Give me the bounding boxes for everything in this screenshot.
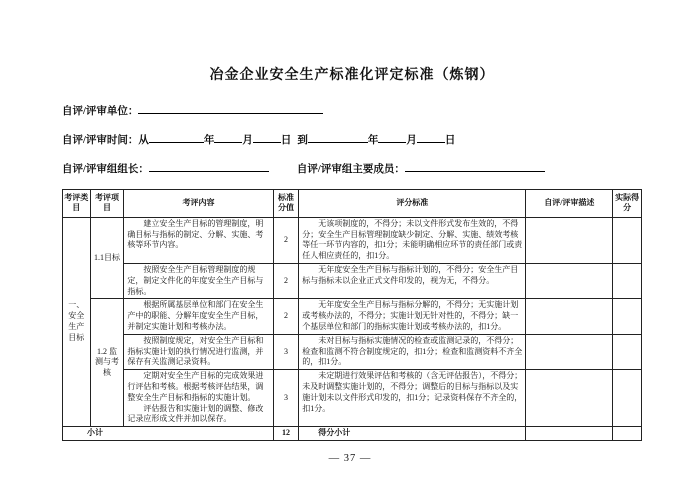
actual-score-cell [613,263,642,298]
review-description-cell [526,217,613,263]
month-label: 月 [406,135,417,146]
from-year-blank-line [149,131,204,143]
header-content: 考评内容 [124,190,273,218]
score-cell: 2 [273,217,299,263]
content-cell: 建立安全生产目标的管理制度，明确目标与指标的制定、分解、实施、考核等环节内容。 [124,217,273,263]
content-cell: 根据所属基层单位和部门在安全生产中的职能、分解年度安全生产目标，并制定实施计划和考核办法。 [124,299,273,334]
subtotal-label-cell: 小计 [63,427,274,441]
form-line-team [62,160,642,176]
review-description-cell [526,427,613,441]
to-month-blank-line [378,131,406,143]
members-blank-line [405,160,545,172]
year-label: 年 [203,135,215,146]
from-day-blank-line [253,131,281,143]
header-criteria: 评分标准 [299,190,526,218]
table-row [63,334,642,369]
score-cell: 3 [273,370,299,427]
header-review-description: 自评/评审描述 [526,190,613,218]
leader-blank-line [149,160,269,172]
actual-score-cell [613,334,642,369]
to-year-blank-line [308,131,368,143]
form-line-time [62,131,642,147]
leader-label: 自评/评审组组长： [62,164,149,175]
members-label: 自评/评审组主要成员： [296,164,405,175]
review-description-cell [526,299,613,334]
criteria-cell: 无该项制度的，不得分；未以文件形式发布生效的，不得分；安全生产目标管理制度缺少制定、分解、实施、绩效考核等任一环节内容的，扣1分；未能明确相应环节的责任部门或责任人相应责任的，扣1分。 [299,217,526,263]
subtotal-value-cell: 12 [273,427,299,441]
actual-score-cell [613,299,642,334]
content-cell: 按照安全生产目标管理制度的规定，制定文件化的年度安全生产目标与指标。 [124,263,273,298]
actual-score-cell [613,217,642,263]
to-label: 到 [297,135,308,146]
review-description-cell [526,263,613,298]
score-cell: 2 [273,299,299,334]
header-standard-score: 标准分值 [273,190,299,218]
assessment-table [62,189,642,441]
form-line-unit [62,102,642,118]
header-category: 考评类目 [63,190,91,218]
time-label: 自评/评审时间：从 [62,135,149,146]
review-description-cell [526,370,613,427]
document-title: 冶金企业安全生产标准化评定标准（炼钢） [209,68,495,83]
content-cell: 定期对安全生产目标的完成效果进行评估和考核。根据考核评估结果，调整安全生产目标和指标的实施计划。 评估报告和实施计划的调整、修改记录应形成文件并加以保存。 [124,370,273,427]
day-label: 日 [444,135,456,146]
actual-score-cell [613,427,642,441]
unit-label: 自评/评审单位： [62,106,139,117]
score-subtotal-cell: 得分小计 [299,427,526,441]
criteria-cell: 未对目标与指标实施情况的检查或监测记录的，不得分；检查和监测不符合制度规定的，扣1分；检查和监测资料不齐全的，扣1分。 [299,334,526,369]
criteria-cell: 未定期进行效果评估和考核的（含无评估报告），不得分；未及时调整实施计划的，不得分；调整后的目标与指标以及实施计划未以文件形式印发的，扣1分；记录资料保存不齐全的，扣1分。 [299,370,526,427]
score-cell: 2 [273,263,299,298]
header-item: 考评项目 [90,190,124,218]
table-header-row [63,190,642,218]
page-number: — 37 — [328,453,372,464]
score-cell: 3 [273,334,299,369]
to-day-blank-line [417,131,445,143]
item-cell: 1.2 监测与考核 [90,299,124,427]
from-month-blank-line [214,131,242,143]
table-row [63,217,642,263]
day-label: 日 [280,135,292,146]
table-row [63,263,642,298]
table-row [63,370,642,427]
header-actual-score: 实际得分 [613,190,642,218]
year-label: 年 [367,135,379,146]
actual-score-cell [613,370,642,427]
month-label: 月 [242,135,253,146]
table-row [63,299,642,334]
content-cell: 按照制度规定，对安全生产目标和指标实施计划的执行情况进行监测，并保存有关监测记录资料。 [124,334,273,369]
criteria-cell: 无年度安全生产目标与指标分解的，不得分；无实施计划或考核办法的，不得分；实施计划无针对性的，不得分；缺一个基层单位和部门的指标实施计划或考核办法的，扣1分。 [299,299,526,334]
unit-blank-line [138,102,323,114]
review-description-cell [526,334,613,369]
category-cell: 一、安全生产目标 [63,217,91,426]
table-footer-row [63,427,642,441]
item-cell: 1.1目标 [90,217,124,299]
criteria-cell: 无年度安全生产目标与指标计划的，不得分；安全生产目标与指标未以企业正式文件印发的，视为无，不得分。 [299,263,526,298]
